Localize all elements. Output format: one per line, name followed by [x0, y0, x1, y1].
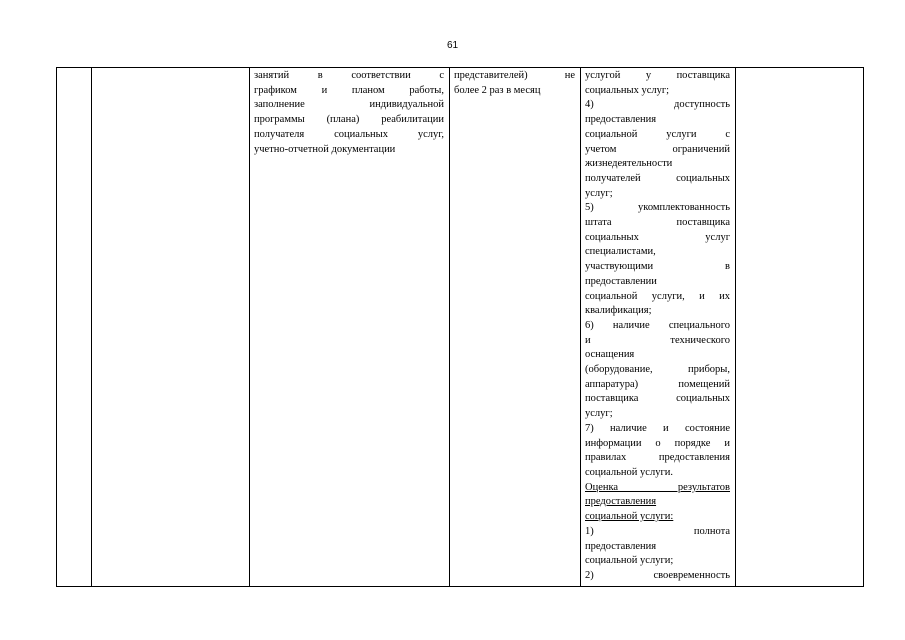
- quality-indicator-line: социальной услуги с: [585, 128, 730, 140]
- quality-indicator-line: специалистами,: [585, 246, 656, 258]
- quality-indicator-line: услуг;: [585, 187, 613, 199]
- document-table: [56, 67, 864, 587]
- service-term-line: представителей) не: [454, 70, 575, 81]
- cell-service-term: [450, 68, 581, 587]
- quality-indicator-line: информации о порядке и: [585, 437, 730, 449]
- quality-indicator-line: услуг;: [585, 408, 613, 420]
- quality-indicator-line: социальной услуги;: [585, 555, 674, 567]
- cell-conditions: [736, 68, 864, 587]
- quality-indicator-line: и технического: [585, 334, 730, 346]
- cell-quality-indicators: [581, 68, 736, 587]
- service-content-line: занятий в соответствии с: [254, 70, 444, 81]
- quality-indicator-line: 6) наличие специального: [585, 319, 730, 331]
- quality-indicator-line: штата поставщика: [585, 217, 730, 229]
- quality-indicator-line: предоставлении: [585, 275, 657, 287]
- quality-indicator-line: Оценка результатов: [585, 481, 730, 493]
- quality-indicator-line: жизнедеятельности: [585, 158, 673, 170]
- quality-indicator-line: социальных услуг: [585, 231, 730, 243]
- service-content-line: учетно-отчетной документации: [254, 143, 396, 155]
- quality-indicator-line: 2) своевременность: [585, 569, 730, 581]
- quality-indicator-line: 7) наличие и состояние: [585, 422, 730, 434]
- quality-indicator-line: правилах предоставления: [585, 452, 730, 464]
- quality-indicator-line: поставщика социальных: [585, 393, 730, 405]
- quality-indicator-line: квалификация;: [585, 305, 652, 317]
- quality-indicator-line: социальной услуги.: [585, 466, 673, 478]
- cell-service-name: [92, 68, 250, 587]
- quality-indicator-line: (оборудование, приборы,: [585, 364, 730, 376]
- service-term-line: более 2 раз в месяц: [454, 84, 541, 96]
- quality-indicator-line: социальной услуги, и их: [585, 290, 730, 302]
- quality-indicator-line: оснащения: [585, 349, 635, 361]
- quality-indicator-line: услугой у поставщика: [585, 70, 730, 81]
- quality-indicator-line: участвующими в: [585, 261, 730, 273]
- cell-number: [57, 68, 92, 587]
- service-content-line: графиком и планом работы,: [254, 84, 444, 96]
- service-content-line: заполнение индивидуальной: [254, 99, 444, 111]
- quality-indicator-line: предоставления: [585, 496, 657, 508]
- table-row: [57, 68, 864, 587]
- quality-indicator-line: 4) доступность: [585, 99, 730, 111]
- cell-service-content: [250, 68, 450, 587]
- quality-indicator-line: учетом ограничений: [585, 143, 730, 155]
- quality-indicator-line: предоставления: [585, 114, 657, 126]
- quality-indicator-line: получателей социальных: [585, 172, 730, 184]
- quality-indicator-line: 1) полнота: [585, 525, 730, 537]
- quality-indicator-line: социальных услуг;: [585, 84, 670, 96]
- quality-indicator-line: 5) укомплектованность: [585, 202, 730, 214]
- service-content-line: программы (плана) реабилитации: [254, 114, 444, 126]
- page-number: 61: [446, 40, 459, 51]
- service-content-line: получателя социальных услуг,: [254, 128, 444, 140]
- quality-indicator-line: аппаратура) помещений: [585, 378, 730, 390]
- quality-indicator-line: социальной услуги:: [585, 511, 674, 523]
- quality-indicator-line: предоставления: [585, 540, 657, 552]
